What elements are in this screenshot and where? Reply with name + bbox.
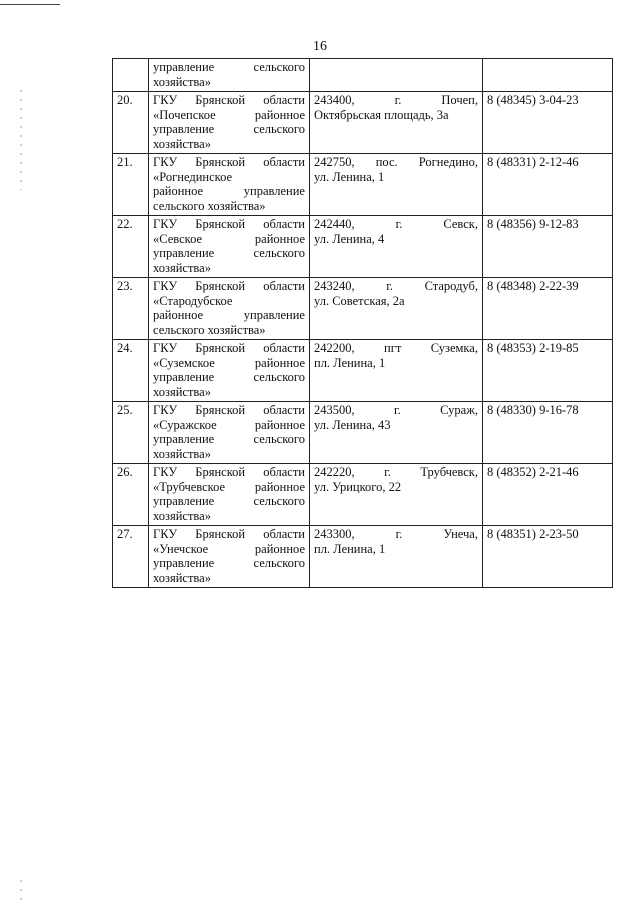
organization-word: хозяйства» <box>153 570 211 585</box>
cell-organization <box>149 340 310 402</box>
cell-address <box>310 402 483 464</box>
cell-address <box>310 526 483 588</box>
cell-number: 20. <box>113 92 149 154</box>
organization-line <box>153 184 305 199</box>
table-body <box>113 59 613 588</box>
organization-word: сельского <box>253 122 305 136</box>
address-word: г. <box>386 279 394 293</box>
organization-line <box>153 170 305 185</box>
cell-phone <box>483 216 613 278</box>
organization-line <box>153 261 305 276</box>
address-word: г. <box>393 403 401 417</box>
address-word: 243500, <box>314 403 355 417</box>
table-row <box>113 464 613 526</box>
address-line <box>314 527 478 542</box>
organization-word: хозяйства» <box>153 446 211 461</box>
organization-line <box>153 232 305 247</box>
address-word: Трубчевск, <box>420 465 478 479</box>
organization-word: Брянской <box>195 93 246 107</box>
address-word: пгт <box>384 341 402 355</box>
top-scan-rule <box>0 4 60 5</box>
margin-dotted-mark-bottom <box>20 880 22 902</box>
cell-number: 23. <box>113 278 149 340</box>
phone-number: 8 (48348) 2-22-39 <box>487 279 579 293</box>
address-word: 243300, <box>314 527 355 541</box>
address-line <box>314 465 478 480</box>
organization-word: «Стародубское <box>153 293 233 308</box>
address-word: 242750, <box>314 155 355 169</box>
address-line <box>314 232 478 247</box>
organization-line <box>153 108 305 123</box>
organization-word: Брянской <box>195 527 246 541</box>
organization-word: сельского <box>253 432 305 446</box>
cell-phone <box>483 464 613 526</box>
cell-address <box>310 92 483 154</box>
address-line <box>314 155 478 170</box>
organization-word: хозяйства» <box>153 260 211 275</box>
cell-organization <box>149 526 310 588</box>
organization-word: управление <box>243 308 305 322</box>
cell-number: 27. <box>113 526 149 588</box>
address-word: Унеча, <box>443 527 478 541</box>
address-word: 242440, <box>314 217 355 231</box>
phone-number: 8 (48353) 2-19-85 <box>487 341 579 355</box>
address-word: Стародуб, <box>424 279 478 293</box>
organization-word: ГКУ <box>153 93 178 107</box>
cell-address <box>310 278 483 340</box>
organization-word: сельского хозяйства» <box>153 322 266 337</box>
organization-line <box>153 356 305 371</box>
organization-line <box>153 527 305 542</box>
organization-word: области <box>263 93 305 107</box>
organization-line <box>153 199 305 214</box>
cell-number <box>113 59 149 92</box>
organization-word: «Почепское <box>153 107 216 122</box>
organization-line <box>153 494 305 509</box>
organization-word: управление <box>153 122 215 136</box>
organization-line <box>153 465 305 480</box>
address-word: г. <box>395 527 403 541</box>
cell-number: 21. <box>113 154 149 216</box>
address-line <box>314 403 478 418</box>
organization-word: сельского <box>253 246 305 260</box>
organizations-table <box>112 58 613 588</box>
phone-number: 8 (48356) 9-12-83 <box>487 217 579 231</box>
address-line <box>314 279 478 294</box>
organization-line <box>153 137 305 152</box>
cell-phone <box>483 526 613 588</box>
organization-line <box>153 294 305 309</box>
address-word: пл. Ленина, 1 <box>314 355 386 370</box>
address-line <box>314 170 478 185</box>
organization-word: сельского хозяйства» <box>153 198 266 213</box>
organization-line <box>153 432 305 447</box>
organization-line <box>153 571 305 586</box>
organization-line <box>153 418 305 433</box>
address-word: ул. Ленина, 4 <box>314 231 385 246</box>
organization-word: «Унечское <box>153 541 209 556</box>
organization-line <box>153 93 305 108</box>
cell-number: 25. <box>113 402 149 464</box>
cell-address <box>310 154 483 216</box>
organization-word: сельского <box>253 60 305 74</box>
cell-phone <box>483 59 613 92</box>
address-word: Почеп, <box>441 93 478 107</box>
table-row <box>113 402 613 464</box>
cell-address <box>310 59 483 92</box>
cell-phone <box>483 92 613 154</box>
organization-word: «Севское <box>153 231 203 246</box>
cell-number: 26. <box>113 464 149 526</box>
organization-word: области <box>263 217 305 231</box>
organization-word: районное <box>153 308 204 322</box>
organization-word: хозяйства» <box>153 136 211 151</box>
organization-line <box>153 509 305 524</box>
cell-phone <box>483 154 613 216</box>
margin-dotted-mark <box>20 90 22 190</box>
organization-line <box>153 385 305 400</box>
organization-word: управление <box>153 370 215 384</box>
table-row <box>113 154 613 216</box>
cell-number: 24. <box>113 340 149 402</box>
organization-word: области <box>263 465 305 479</box>
organization-word: ГКУ <box>153 341 178 355</box>
organization-line <box>153 75 305 90</box>
address-word: ул. Ленина, 1 <box>314 169 385 184</box>
cell-phone <box>483 340 613 402</box>
organization-word: Брянской <box>195 403 246 417</box>
address-word: Сураж, <box>440 403 478 417</box>
address-word: 243400, <box>314 93 355 107</box>
organization-word: управление <box>153 556 215 570</box>
address-line <box>314 217 478 232</box>
table-row <box>113 526 613 588</box>
address-word: ул. Урицкого, 22 <box>314 479 402 494</box>
organization-word: области <box>263 527 305 541</box>
organization-line <box>153 480 305 495</box>
organization-word: Брянской <box>195 217 246 231</box>
organization-word: «Суражское <box>153 417 217 432</box>
organization-line <box>153 447 305 462</box>
organization-word: управление <box>153 494 215 508</box>
address-word: г. <box>384 465 391 479</box>
phone-number: 8 (48345) 3-04-23 <box>487 93 579 107</box>
organization-line <box>153 308 305 323</box>
table-row <box>113 216 613 278</box>
organization-word: сельского <box>253 370 305 384</box>
phone-number: 8 (48331) 2-12-46 <box>487 155 579 169</box>
organization-word: области <box>263 279 305 293</box>
cell-organization <box>149 402 310 464</box>
organization-word: Брянской <box>195 465 246 479</box>
table-row <box>113 92 613 154</box>
organization-word: ГКУ <box>153 527 178 541</box>
cell-organization <box>149 464 310 526</box>
address-word: пос. <box>375 155 398 169</box>
organization-word: «Суземское <box>153 355 215 370</box>
cell-organization <box>149 59 310 92</box>
organization-word: «Рогнединское <box>153 169 233 184</box>
organization-line <box>153 542 305 557</box>
cell-address <box>310 340 483 402</box>
cell-organization <box>149 154 310 216</box>
address-line <box>314 341 478 356</box>
organization-word: сельского <box>253 556 305 570</box>
organization-word: хозяйства» <box>153 508 211 523</box>
table-row-continuation <box>113 59 613 92</box>
table-row <box>113 278 613 340</box>
phone-number: 8 (48351) 2-23-50 <box>487 527 579 541</box>
organization-word: районное <box>254 479 305 494</box>
address-word: г. <box>394 93 402 107</box>
organization-word: ГКУ <box>153 403 178 417</box>
organization-word: управление <box>153 246 215 260</box>
organization-word: области <box>263 403 305 417</box>
organization-line <box>153 60 305 75</box>
organization-word: «Трубчевское <box>153 479 226 494</box>
phone-number: 8 (48352) 2-21-46 <box>487 465 579 479</box>
organization-word: районное <box>254 417 305 432</box>
organization-word: ГКУ <box>153 217 178 231</box>
organization-word: районное <box>153 184 204 198</box>
organization-line <box>153 323 305 338</box>
address-word: 242220, <box>314 465 355 479</box>
organization-word: районное <box>254 107 305 122</box>
organization-word: районное <box>254 231 305 246</box>
cell-phone <box>483 402 613 464</box>
address-line <box>314 108 478 123</box>
address-word: 243240, <box>314 279 355 293</box>
table-row <box>113 340 613 402</box>
organization-line <box>153 217 305 232</box>
address-word: Суземка, <box>430 341 478 355</box>
organization-word: сельского <box>253 494 305 508</box>
address-line <box>314 418 478 433</box>
address-word: ул. Ленина, 43 <box>314 417 391 432</box>
address-word: 242200, <box>314 341 355 355</box>
organization-word: Брянской <box>195 155 246 169</box>
organization-word: ГКУ <box>153 155 178 169</box>
organization-word: районное <box>254 541 305 556</box>
cell-organization <box>149 216 310 278</box>
organization-line <box>153 155 305 170</box>
organization-word: Брянской <box>195 279 246 293</box>
address-word: г. <box>395 217 403 231</box>
organization-line <box>153 370 305 385</box>
cell-phone <box>483 278 613 340</box>
organization-word: управление <box>153 432 215 446</box>
address-line <box>314 294 478 309</box>
page-number: 16 <box>313 39 327 54</box>
address-line <box>314 480 478 495</box>
address-line <box>314 542 478 557</box>
address-line <box>314 93 478 108</box>
address-line <box>314 356 478 371</box>
organization-word: хозяйства» <box>153 384 211 399</box>
cell-number: 22. <box>113 216 149 278</box>
organization-line <box>153 246 305 261</box>
cell-organization <box>149 278 310 340</box>
address-word: пл. Ленина, 1 <box>314 541 386 556</box>
organization-word: Брянской <box>195 341 246 355</box>
organization-word: ГКУ <box>153 279 178 293</box>
address-word: Севск, <box>443 217 478 231</box>
cell-address <box>310 216 483 278</box>
organization-word: области <box>263 341 305 355</box>
organization-line <box>153 279 305 294</box>
organization-line <box>153 556 305 571</box>
organization-line <box>153 122 305 137</box>
organization-word: хозяйства» <box>153 74 211 89</box>
organization-word: области <box>263 155 305 169</box>
organization-word: районное <box>254 355 305 370</box>
cell-organization <box>149 92 310 154</box>
organization-line <box>153 403 305 418</box>
address-word: Рогнедино, <box>418 155 478 169</box>
organization-word: ГКУ <box>153 465 178 479</box>
address-word: ул. Советская, 2а <box>314 293 405 308</box>
cell-address <box>310 464 483 526</box>
phone-number: 8 (48330) 9-16-78 <box>487 403 579 417</box>
organization-line <box>153 341 305 356</box>
address-word: Октябрьская площадь, 3а <box>314 107 449 122</box>
organization-word: управление <box>243 184 305 198</box>
organization-word: управление <box>153 60 215 74</box>
